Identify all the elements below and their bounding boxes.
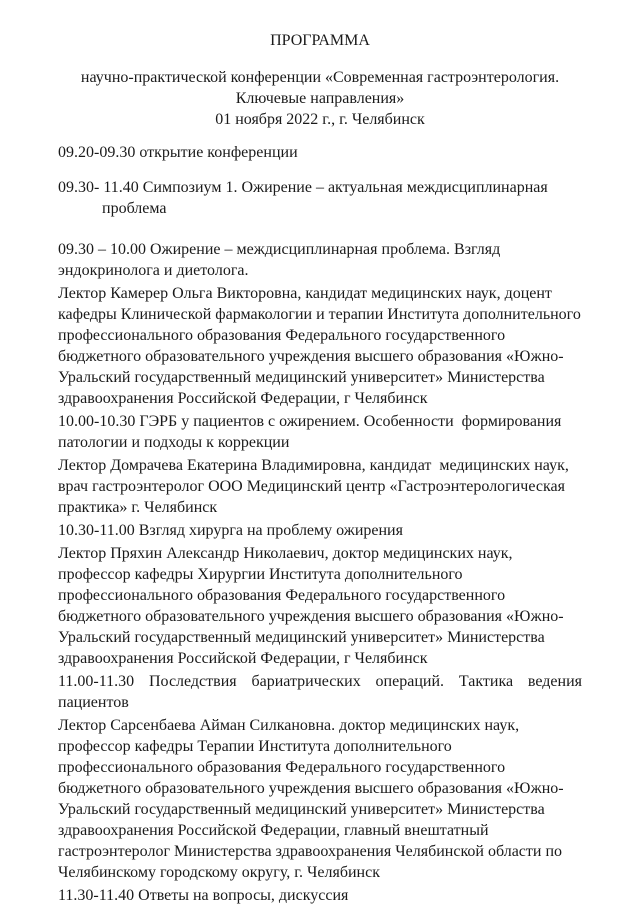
page-title: ПРОГРАММА — [270, 32, 370, 49]
session-lecturer: Лектор Камерер Ольга Викторовна, кандидат медицинских наук, доцент кафедры Клинической фармакологии и терапии Института дополнительного профессионального образования Федерального государственного бюджетного образовательного учреждения высшего образования «Южно-Уральский государственный медицинский университет» Министерства здравоохранения Российской Федерации, г Челябинск — [58, 285, 585, 407]
conference-subtitle: научно-практической конференции «Современная гастроэнтерология. Ключевые направления» — [80, 69, 564, 107]
session-lecturer: Лектор Сарсенбаева Айман Силкановна. доктор медицинских наук, профессор кафедры Терапии Института дополнительного профессионального образования Федерального государственного бюджетного образовательного учреждения высшего образования «Южно-Уральский государственный медицинский университет» Министерства здравоохранения Российской Федерации, главный внештатный гастроэнтеролог Министерства здравоохранения Челябинской области по Челябинскому городскому округу, г. Челябинск — [58, 717, 567, 881]
conference-date-location: 01 ноября 2022 г., г. Челябинск — [215, 111, 425, 128]
session-lecturer: Лектор Домрачева Екатерина Владимировна, кандидат медицинских наук, врач гастроэнтеролог ООО Медицинский центр «Гастроэнтерологическая практика» г. Челябинск — [58, 457, 573, 516]
opening-item: 09.20-09.30 открытие конференции — [58, 144, 298, 161]
session-heading: 11.00-11.30 Последствия бариатрических операций. Тактика ведения пациентов — [58, 673, 586, 711]
session-4 — [58, 671, 586, 883]
session-heading: 10.30-11.00 Взгляд хирурга на проблему ожирения — [58, 522, 403, 539]
session-1 — [58, 239, 585, 409]
session-2 — [58, 411, 582, 518]
session-3 — [58, 520, 582, 669]
session-lecturer: Лектор Пряхин Александр Николаевич, доктор медицинских наук, профессор кафедры Хирургии Института дополнительного профессионального образования Федерального государственного бюджетного образовательного учреждения высшего образования «Южно-Уральский государственный медицинский университет» Министерства здравоохранения Российской Федерации, г Челябинск — [58, 545, 564, 667]
session-heading: 09.30 – 10.00 Ожирение – междисциплинарная проблема. Взгляд эндокринолога и диетолога. — [58, 241, 505, 279]
session-heading: 10.00-10.30 ГЭРБ у пациентов с ожирением. Особенности формирования патологии и подходы к коррекции — [58, 413, 566, 451]
closing-item: 11.30-11.40 Ответы на вопросы, дискуссия — [58, 887, 349, 904]
symposium-heading: 09.30- 11.40 Симпозиум 1. Ожирение – актуальная междисциплинарная проблема — [58, 179, 552, 217]
